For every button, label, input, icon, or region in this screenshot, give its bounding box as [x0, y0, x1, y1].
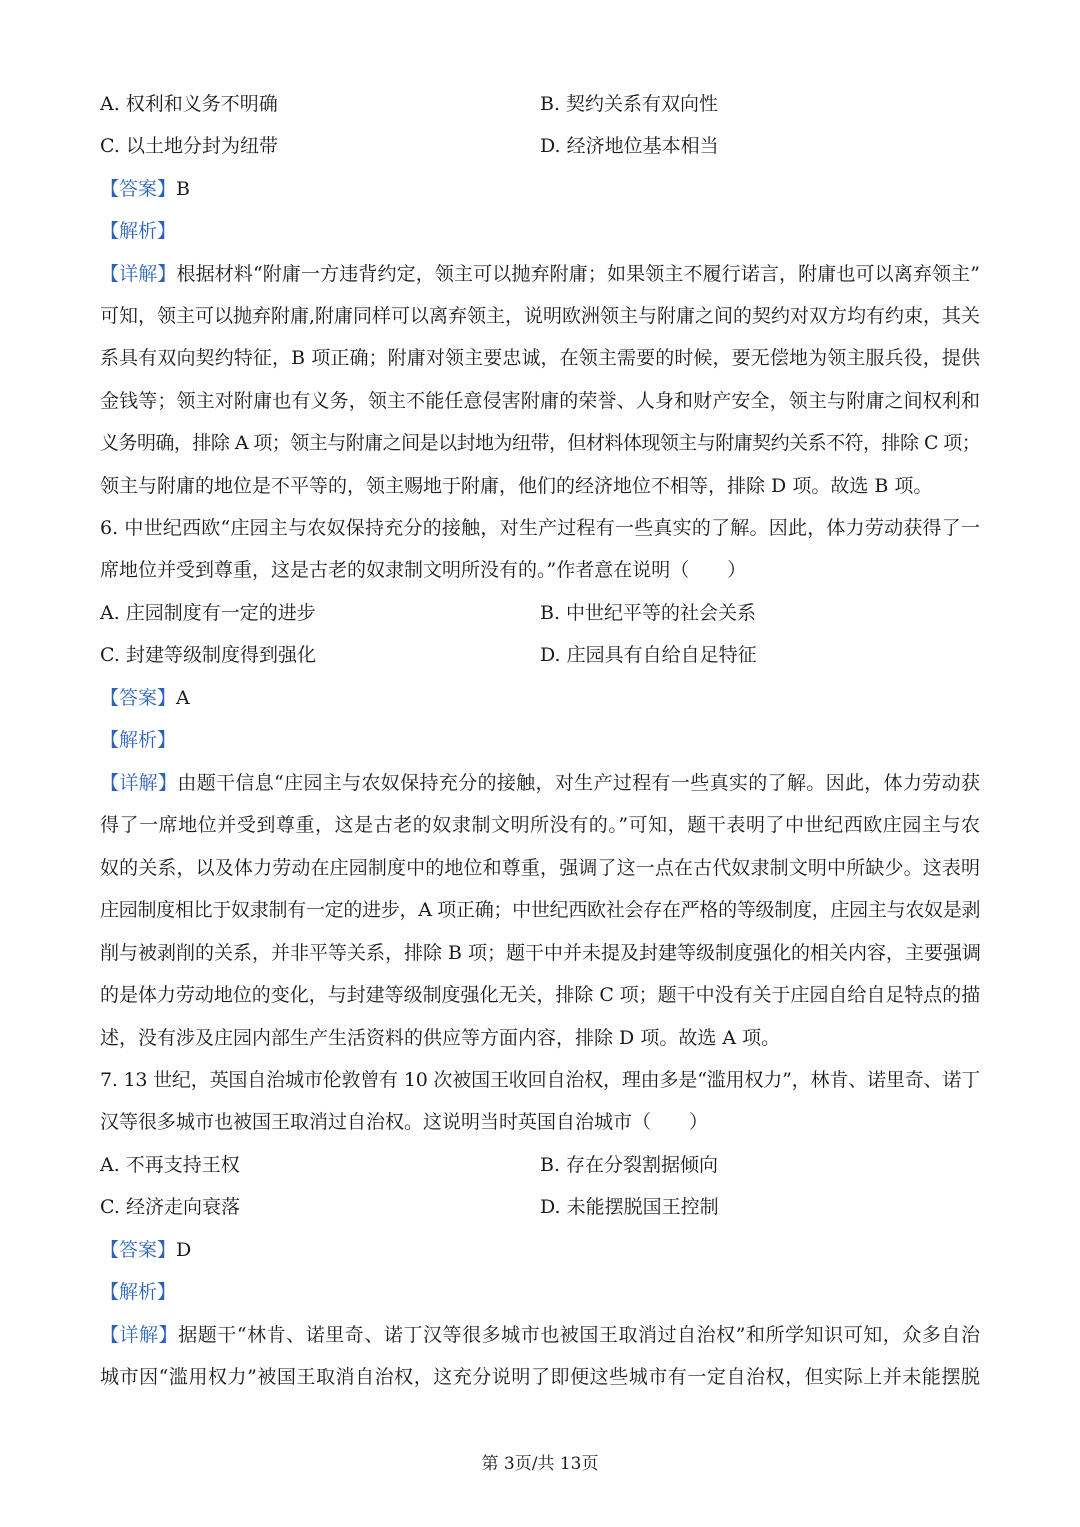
q5-option-c: C. 以土地分封为纽带	[100, 135, 278, 157]
analysis-tag: 【解析】	[100, 729, 177, 751]
q5-detail-line: 领主与附庸的地位是不平等的，领主赐地于附庸，他们的经济地位不相等，排除 D 项。故选 B 项。	[100, 475, 933, 497]
q7-detail-line: 【详解】据题干“林肯、诺里奇、诺丁汉等很多城市也被国王取消过自治权”和所学知识可知，众多自治	[100, 1324, 980, 1346]
answer-tag: 【答案】	[100, 687, 177, 709]
q5-detail-line: 【详解】根据材料“附庸一方违背约定，领主可以抛弃附庸；如果领主不履行诺言，附庸也可以离弃领主”	[100, 263, 980, 285]
q7-analysis-heading	[100, 1278, 176, 1306]
answer-value: B	[176, 178, 190, 200]
answer-value: A	[176, 687, 190, 709]
q6-analysis-heading	[100, 726, 176, 754]
detail-tag: 【详解】	[100, 263, 177, 285]
q6-option-b: B. 中世纪平等的社会关系	[540, 602, 757, 624]
q7-option-c: C. 经济走向衰落	[100, 1196, 240, 1218]
q7-option-b: B. 存在分裂割据倾向	[540, 1154, 719, 1176]
q6-stem-line: 6. 中世纪西欧“庄园主与农奴保持充分的接触，对生产过程有一些真实的了解。因此，体力劳动获得了一	[100, 517, 980, 539]
q5-detail-line: 金钱等；领主对附庸也有义务，领主不能任意侵害附庸的荣誉、人身和财产安全，领主与附庸之间权利和	[100, 390, 980, 412]
q7-stem-line: 汉等很多城市也被国王取消过自治权。这说明当时英国自治城市（ ）	[100, 1111, 709, 1133]
q6-stem-line: 席地位并受到尊重，这是古老的奴隶制文明所没有的。”作者意在说明（ ）	[100, 559, 747, 581]
q6-detail-line: 【详解】由题干信息“庄园主与农奴保持充分的接触，对生产过程有一些真实的了解。因此，体力劳动获	[100, 772, 980, 794]
detail-tag: 【详解】	[100, 1324, 179, 1346]
q6-detail-line: 述，没有涉及庄园内部生产生活资料的供应等方面内容，排除 D 项。故选 A 项。	[100, 1027, 781, 1049]
q6-option-a: A. 庄园制度有一定的进步	[100, 602, 316, 624]
q5-detail-line: 义务明确，排除 A 项；领主与附庸之间是以封地为纽带，但材料体现领主与附庸契约关系不符，排除 C 项；	[100, 432, 980, 454]
q5-option-b: B. 契约关系有双向性	[540, 93, 719, 115]
q7-answer	[100, 1236, 191, 1264]
q6-option-d: D. 庄园具有自给自足特征	[540, 644, 757, 666]
analysis-tag: 【解析】	[100, 1281, 177, 1303]
q7-detail-line: 城市因“滥用权力”被国王取消自治权，这充分说明了即便这些城市有一定自治权，但实际上并未能摆脱	[100, 1366, 980, 1388]
q6-detail-line: 得了一席地位并受到尊重，这是古老的奴隶制文明所没有的。”可知，题干表明了中世纪西欧庄园主与农	[100, 814, 980, 836]
q5-detail-line: 可知，领主可以抛弃附庸,附庸同样可以离弃领主，说明欧洲领主与附庸之间的契约对双方均有约束，其关	[100, 305, 981, 327]
q7-stem-line: 7. 13 世纪，英国自治城市伦敦曾有 10 次被国王收回自治权，理由多是“滥用权力”，林肯、诺里奇、诺丁	[100, 1069, 980, 1091]
q5-detail-line: 系具有双向契约特征，B 项正确；附庸对领主要忠诚，在领主需要的时候，要无偿地为领主服兵役，提供	[100, 347, 980, 369]
q7-option-a: A. 不再支持王权	[100, 1154, 240, 1176]
q5-option-a: A. 权利和义务不明确	[100, 93, 278, 115]
q6-answer	[100, 684, 190, 712]
detail-tag: 【详解】	[100, 772, 178, 794]
q5-analysis-heading	[100, 217, 176, 245]
q6-detail-line: 的是体力劳动地位的变化，与封建等级制度强化无关，排除 C 项；题干中没有关于庄园自给自足特点的描	[100, 984, 980, 1006]
page-number-footer: 第 3页/共 13页	[481, 1454, 599, 1474]
answer-tag: 【答案】	[100, 1239, 177, 1261]
answer-value: D	[176, 1239, 192, 1261]
q7-option-d: D. 未能摆脱国王控制	[540, 1196, 719, 1218]
q5-option-d: D. 经济地位基本相当	[540, 135, 719, 157]
answer-tag: 【答案】	[100, 178, 177, 200]
q5-answer	[100, 175, 190, 203]
q6-detail-line: 庄园制度相比于奴隶制有一定的进步，A 项正确；中世纪西欧社会存在严格的等级制度，庄园主与农奴是剥	[100, 899, 980, 921]
q6-detail-line: 奴的关系，以及体力劳动在庄园制度中的地位和尊重，强调了这一点在古代奴隶制文明中所缺少。这表明	[100, 857, 980, 879]
analysis-tag: 【解析】	[100, 220, 177, 242]
q6-option-c: C. 封建等级制度得到强化	[100, 644, 316, 666]
q6-detail-line: 削与被剥削的关系，并非平等关系，排除 B 项；题干中并未提及封建等级制度强化的相关内容，主要强调	[100, 942, 982, 964]
